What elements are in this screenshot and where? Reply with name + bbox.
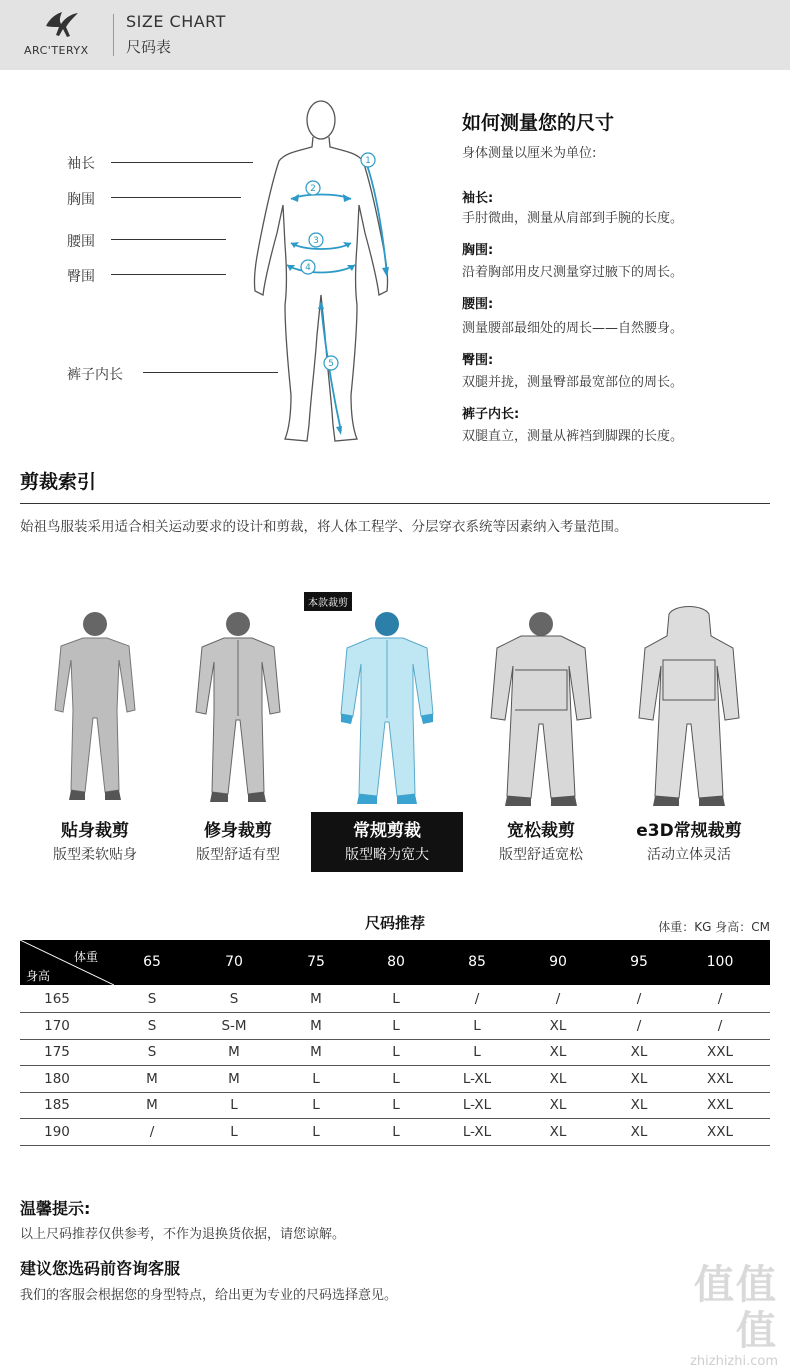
size-cell: L — [230, 1097, 238, 1114]
table-row — [20, 1119, 770, 1146]
height-cell: 165 — [44, 991, 70, 1007]
size-cell: M — [310, 1017, 322, 1034]
label-hip: 臀围 — [67, 269, 95, 285]
weight-header: 100 — [706, 954, 734, 970]
step-heading: 腰围: — [462, 297, 494, 312]
weight-header: 90 — [549, 954, 567, 970]
size-cell: XL — [549, 1044, 567, 1061]
table-row — [20, 1039, 770, 1066]
size-cell: / — [474, 991, 480, 1007]
fit-card-regular — [308, 590, 462, 880]
height-cell: 190 — [44, 1124, 70, 1140]
size-cell: XL — [630, 1124, 648, 1140]
step-desc: 测量腰部最细处的周长——自然腰身。 — [462, 321, 684, 336]
fit-figure-regular-icon — [327, 600, 447, 810]
size-cell: XXL — [706, 1070, 734, 1087]
svg-text:2: 2 — [310, 184, 316, 194]
step-desc: 手肘微曲，测量从肩部到手腕的长度。 — [462, 211, 684, 226]
fit-figure-trim-icon — [35, 600, 155, 810]
size-cell: L — [392, 1044, 400, 1061]
step-desc: 双腿直立，测量从裤裆到脚踝的长度。 — [462, 429, 684, 444]
size-cell: M — [310, 991, 322, 1007]
how-to-title: 如何测量您的尺寸 — [462, 112, 615, 134]
size-cell: / — [636, 1017, 642, 1034]
svg-text:5: 5 — [328, 359, 334, 369]
weight-header: 95 — [630, 954, 648, 970]
size-cell: / — [717, 1017, 723, 1034]
table-corner — [20, 940, 114, 985]
weight-header: 80 — [387, 954, 405, 970]
fit-options — [0, 590, 790, 880]
label-inseam: 裤子内长 — [67, 367, 123, 383]
body-measure-figure — [245, 95, 405, 447]
fit-name: e3D常规裁剪 — [636, 821, 742, 841]
size-cell: M — [146, 1097, 158, 1114]
size-cell: XL — [630, 1044, 648, 1061]
size-cell: S — [229, 991, 239, 1007]
table-row — [20, 986, 770, 1013]
fit-card-relaxed — [466, 590, 616, 880]
weight-header: 65 — [143, 954, 161, 970]
corner-weight-label: 体重 — [74, 950, 99, 964]
size-cell: M — [310, 1044, 322, 1061]
step-heading: 袖长: — [462, 191, 494, 206]
svg-text:4: 4 — [305, 263, 311, 273]
size-cell: S — [147, 1017, 157, 1034]
fit-figure-e3d-icon — [629, 600, 749, 810]
step-heading: 胸围: — [462, 243, 494, 258]
leader-line — [111, 239, 226, 240]
size-cell: L — [392, 1017, 400, 1034]
size-cell: S — [147, 1044, 157, 1061]
size-cell: M — [228, 1044, 240, 1061]
height-cell: 185 — [44, 1097, 70, 1114]
size-cell: XL — [549, 1070, 567, 1087]
size-cell: XXL — [706, 1124, 734, 1140]
size-cell: L — [312, 1124, 320, 1140]
size-cell: L-XL — [462, 1097, 492, 1114]
fit-card-e3d — [614, 590, 764, 880]
fit-desc: 活动立体灵活 — [647, 847, 731, 863]
svg-text:3: 3 — [313, 236, 319, 246]
size-cell: S — [147, 991, 157, 1007]
fit-name: 修身裁剪 — [204, 821, 272, 841]
watermark-url: zhizhizhi.com — [690, 1354, 778, 1369]
size-cell: XL — [630, 1070, 648, 1087]
fit-figure-slim-icon — [178, 600, 298, 810]
weight-header: 70 — [225, 954, 243, 970]
height-cell: 175 — [44, 1044, 70, 1061]
brand-wordmark: ARC'TERYX — [24, 44, 89, 57]
header-divider — [113, 14, 114, 56]
section-divider — [20, 503, 770, 504]
height-cell: 170 — [44, 1017, 70, 1034]
brand-logo — [24, 8, 104, 62]
size-cell: XL — [549, 1124, 567, 1140]
size-cell: XXL — [706, 1097, 734, 1114]
size-cell: XXL — [706, 1044, 734, 1061]
fit-card-trim — [20, 590, 170, 880]
weight-header: 75 — [307, 954, 325, 970]
tip-text: 以上尺码推荐仅供参考，不作为退换货依据，请您谅解。 — [20, 1227, 346, 1242]
fit-name: 常规剪裁 — [353, 821, 421, 841]
weight-header: 85 — [468, 954, 486, 970]
label-sleeve: 袖长 — [67, 156, 95, 172]
size-cell: / — [636, 991, 642, 1007]
table-row — [20, 1066, 770, 1093]
leader-line — [111, 274, 226, 275]
leader-line — [111, 197, 241, 198]
size-cell: L — [392, 1097, 400, 1114]
advice-title: 建议您选码前咨询客服 — [20, 1259, 181, 1278]
page-header — [0, 0, 790, 70]
size-cell: L — [392, 1070, 400, 1087]
size-cell: XL — [549, 1017, 567, 1034]
size-cell: L — [312, 1097, 320, 1114]
fit-figure-relaxed-icon — [481, 600, 601, 810]
header-subtitle: 尺码表 — [126, 38, 172, 56]
step-desc: 沿着胸部用皮尺测量穿过腋下的周长。 — [462, 265, 684, 280]
label-waist: 腰围 — [67, 234, 95, 250]
size-table-header — [20, 940, 770, 985]
size-cell: M — [228, 1070, 240, 1087]
fit-name: 宽松裁剪 — [507, 821, 575, 841]
bird-logo-icon — [42, 8, 82, 40]
label-chest: 胸围 — [67, 192, 95, 208]
watermark — [658, 1262, 778, 1369]
size-cell: L — [473, 1044, 481, 1061]
fit-desc: 版型略为宽大 — [345, 847, 429, 863]
size-cell: XL — [630, 1097, 648, 1114]
size-table-title: 尺码推荐 — [364, 914, 425, 932]
tip-title: 温馨提示: — [20, 1199, 91, 1218]
size-cell: / — [149, 1124, 155, 1140]
advice-text: 我们的客服会根据您的身型特点，给出更为专业的尺码选择意见。 — [20, 1288, 398, 1303]
size-cell: L — [473, 1017, 481, 1034]
size-cell: M — [146, 1070, 158, 1087]
height-cell: 180 — [44, 1070, 70, 1087]
size-cell: L-XL — [462, 1070, 492, 1087]
svg-text:1: 1 — [365, 156, 371, 166]
size-cell: L — [392, 1124, 400, 1140]
size-cell: S-M — [221, 1017, 247, 1034]
table-row — [20, 1092, 770, 1119]
watermark-mark: 值值值 — [694, 1262, 778, 1354]
leader-line — [111, 162, 253, 163]
header-title: SIZE CHART — [126, 12, 226, 31]
size-cell: / — [555, 991, 561, 1007]
size-cell: L — [392, 991, 400, 1007]
fit-desc: 版型舒适宽松 — [499, 847, 583, 863]
fit-name: 贴身裁剪 — [61, 821, 129, 841]
size-cell: L — [230, 1124, 238, 1140]
step-heading: 裤子内长: — [462, 407, 520, 422]
corner-height-label: 身高 — [26, 969, 51, 983]
fit-card-slim — [163, 590, 313, 880]
size-cell: XL — [549, 1097, 567, 1114]
fit-desc: 版型柔软贴身 — [53, 847, 137, 863]
step-desc: 双腿并拢，测量臀部最宽部位的周长。 — [462, 375, 684, 390]
cut-index-desc: 始祖鸟服装采用适合相关运动要求的设计和剪裁，将人体工程学、分层穿衣系统等因素纳入考量范围。 — [20, 519, 628, 535]
size-table-units: 体重：KG 身高：CM — [658, 920, 770, 934]
current-fit-badge: 本款裁剪 — [304, 592, 352, 611]
size-cell: L-XL — [462, 1124, 492, 1140]
size-cell: / — [717, 991, 723, 1007]
step-heading: 臀围: — [462, 353, 494, 368]
table-row — [20, 1013, 770, 1040]
fit-desc: 版型舒适有型 — [196, 847, 280, 863]
how-to-subtitle: 身体测量以厘米为单位: — [462, 146, 597, 161]
cut-index-title: 剪裁索引 — [20, 471, 97, 493]
size-cell: L — [312, 1070, 320, 1087]
